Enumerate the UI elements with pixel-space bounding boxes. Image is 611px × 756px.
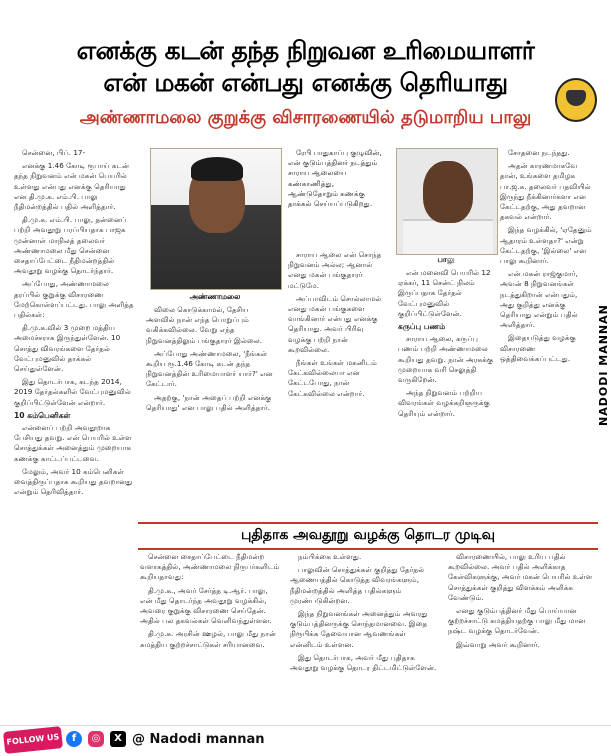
paragraph: இவ்வாறு அவர் கூறினார். [456, 639, 540, 649]
follow-us-badge[interactable]: FOLLOW US [3, 726, 63, 754]
article-column-3-top [288, 148, 383, 248]
paragraph: எனக்கு 1.46 கோடி ரூபாய் கடன் தந்த நிறுவனம் என் மகன் பெயரில் உள்ளது என்பது எனக்கு தெரியாது என தி.மு.க. எம்.பி. பாலு நீதிமன்றத்தில் பதில் அளித்தார். [14, 161, 130, 212]
section-subheading: 10 கம்பெனிகள் [14, 410, 71, 420]
paragraph: நம்பிக்கை உள்ளது. [298, 552, 362, 561]
paragraph: இதையடுத்து வழக்கு விசாரணை ஒத்திவைக்கப்பட்டது. [500, 333, 576, 363]
social-handle-text: @ Nadodi mannan [132, 731, 265, 747]
photo-caption: பாலு [437, 255, 455, 264]
paragraph: ரேபி பாதுகாப்பு குழுவின், என் குடும்பத்தினர் நடத்தும் சாராய ஆலையை கண்காணித்து, ஆண்டுதோறும் கணக்கு தாக்கல் செய்யப்படுகிறது. [288, 148, 382, 209]
brand-logo-icon [555, 78, 597, 122]
paragraph: அப்பாவிடம் சொல்லாமல் எனது மகன் பங்குகளை வாங்கினார் என்பது எனக்கு தெரியாது. அவர் பிரிவு வழக்கு பற்றி நான் கூறவில்லை. [288, 293, 382, 354]
headline-subtitle: அண்ணாமலை குறுக்கு விசாரணையில் தடுமாறிய பாலு [79, 107, 532, 128]
paragraph: என்னைப் பற்றி அவதூறாக பேசியது தவறு. என் பெயரில் உள்ள சொத்துக்கள் அனைத்தும் முறையாக கணக்கு காட்டப்பட்டவை. [14, 423, 132, 463]
paragraph: தி.மு.க. அரசின் ஊழல், பாலு மீது நான் சுமத்திய குற்றச்சாட்டுகள் சரியானவை. [140, 629, 277, 649]
footer-bar [0, 725, 611, 756]
paragraph: அப்போது, அண்ணாமலை தரப்பில் குறுக்கு விசாரணை மேற்கொள்ளப்பட்டது. பாலு அளித்த பதில்கள்: [14, 279, 134, 320]
paragraph: என் மகன் ராஜ்குமார், அவன் 8 நிறுவனங்கள் நடத்துகிறான் என்பதும், அது குறித்து எனக்கு தெரியாது என்றும் பதில் அளித்தார். [500, 269, 578, 330]
paragraph: மேலும், அவர் 10 கம்பெனிகள் வைத்திருப்பதாக கூறியது தவறானது என்றும் தெரிவித்தார். [14, 466, 133, 497]
headline-line-1: எனக்கு கடன் தந்த நிறுவன உரிமையாளர் [76, 36, 535, 65]
paragraph: அந்த நிறுவனம் பற்றிய விவரங்கள் வழக்கறிஞருக்கு தெரியும் என்றார். [398, 388, 490, 418]
paragraph: எனது குடும்பத்தினர் மீது பொய்யான குற்றச்சாட்டு சுமத்தியதற்கு பாலு மீது மான நஷ்ட வழக்கு தொடர்வேன். [448, 606, 586, 636]
paragraph: பாலுவின் சொத்துக்கள் குறித்து தேர்தல் ஆணையத்தில் கொடுத்த விவரங்களும், நீதிமன்றத்தில் அளித்த பதில்களும் முரண்படுகின்றன. [290, 565, 425, 605]
section-subheading: கருப்பு பணம் [398, 322, 446, 332]
paragraph: சோதனை நடந்தது. [508, 148, 570, 157]
paragraph: அதற்கு, 'நான் அதைப் பற்றி எனக்கு தெரியாது' என பாலு பதில் அளித்தார். [146, 392, 272, 412]
paragraph: சாராய ஆலை என் சொந்த நிறுவனம் அல்ல; ஆனால் எனது மகன் பங்குதாரர் மட்டுமே. [288, 250, 382, 290]
paragraph: தி.மு.க. எம்.பி. பாலு, தன்னைப் பற்றி அவதூறு பரப்பியதாக பாஜக முன்னாள் மாநிலத் தலைவர் அண்ணாமலை மீது சென்னை சைதாப்பேட்டை நீதிமன்றத்தில் அவதூறு வழக்கு தொடர்ந்தார். [14, 215, 127, 276]
paragraph: அதன் காரணமாகவே தான், உங்களை தமிழக பா.ஜ.க. தலைவர் பதவியில் இருந்து நீக்கினார்களா என கேட்டதற்கு, அது தவறான தகவல் என்றார். [500, 161, 591, 222]
paragraph: என் மனைவி பெயரில் 12 ஏக்கர், 11 சென்ட் நிலம் இருப்பதாக தேர்தல் வேட்புமனுவில் குறிப்பிட்டுள்ளேன். [398, 268, 491, 318]
paragraph: சாராய ஆலை, கருப்பு பணம் பற்றி அண்ணாமலை கூறியது தவறு. நான் அரசுக்கு முறையாக வரி செலுத்தி வருகிறேன். [398, 334, 494, 385]
paragraph: இந்த நிறுவனங்கள் அனைத்தும் அவரது குடும்பத்தினருக்கு சொந்தமானவை. இதை நிரூபிக்க தேவையான ஆவணங்கள் என்னிடம் உள்ளன. [290, 609, 428, 649]
paragraph: தி.மு.க., அவர் சேர்த்த டி.ஆர். பாலு, என் மீது தொடர்ந்த அவதூறு வழக்கில், அவரை குறுக்கு விசாரணை செய்தேன். அதில் பல தகவல்கள் வெளிவந்துள்ளன. [140, 585, 272, 626]
article-column-5 [500, 148, 593, 523]
paragraph: இது தொடர்பாக, கடந்த 2014, 2019 தேர்தல்களில் வேட்புமனுவில் குறிப்பிட்டுள்ளேன் என்றார். [14, 377, 131, 407]
face-shape [423, 161, 473, 223]
sub-article-column-2 [290, 552, 438, 717]
paragraph: விசாரணையில், பாலு உரிய பதில் கூறவில்லை. அவர் பதில் அளிக்காத கேள்விகளுக்கு, அவர் மகன் பெயரில் உள்ள சொத்துக்கள் குறித்து விளக்கம் அளிக்க வேண்டும். [448, 552, 593, 602]
brand-vertical-label: NADODI MANNAN [597, 304, 610, 426]
social-handles [66, 731, 265, 747]
paragraph: இந்த வழக்கில், 'ஏதேனும் ஆதாரம் உள்ளதா?' என்று கேட்டதற்கு, 'இல்லை' என பாலு கூறினார். [500, 225, 592, 266]
article-column-1 [14, 148, 136, 588]
article-column-2 [146, 305, 278, 515]
paragraph: விலை கொடுக்காமல், தேசிய அளவில் நான் எந்த பொறுப்பும் வகிக்கவில்லை. வேறு எந்த நிறுவனத்திலும் பங்குதாரர் இல்லை. [146, 305, 263, 345]
balu-photo [396, 148, 498, 255]
article-column-4 [398, 268, 498, 533]
paragraph: சென்னை சைதாப்பேட்டை நீதிமன்ற வளாகத்தில், அண்ணாமலை நிருபர்களிடம் கூறியதாவது: [140, 552, 280, 582]
sub-article-column-3 [448, 552, 593, 717]
headline-line-2: என் மகன் என்பது எனக்கு தெரியாது [103, 68, 508, 97]
sub-article-column-1 [140, 552, 280, 717]
paragraph: தி.மு.க.வில் 3 முறை மத்திய அமைச்சராக இருந்துள்ளேன். 10 சொத்து விவரங்களை தேர்தல் வேட்புமனுவில் தாக்கல் செய்துள்ளேன். [14, 323, 121, 374]
sub-article-heading: புதிதாக அவதூறு வழக்கு தொடர முடிவு [138, 522, 598, 550]
paragraph: சென்னை, பிப். 17- [22, 148, 86, 157]
annamalai-photo [150, 148, 282, 290]
article-column-3 [288, 250, 388, 515]
shirt-shape [403, 219, 493, 255]
headline-block [0, 0, 611, 140]
photo-caption: அண்ணாமலை [189, 292, 241, 301]
facebook-icon[interactable]: f [66, 731, 82, 747]
paragraph: இது தொடர்பாக, அவர் மீது புதிதாக அவதூறு வழக்கு தொடர திட்டமிட்டுள்ளேன். [290, 652, 437, 673]
x-icon[interactable]: X [110, 731, 126, 747]
hair-shape [191, 157, 243, 181]
instagram-icon[interactable]: ◎ [88, 731, 104, 747]
paragraph: நீங்கள் உங்கள் மகனிடம் கேட்கவில்லையா என கேட்டபோது, நான் கேட்கவில்லை என்றார். [288, 358, 377, 398]
paragraph: அப்போது அண்ணாமலை, 'நீங்கள் கூறிய ரூ.1.46 கோடி கடன் தந்த நிறுவனத்தின் உரிமையாளர் யார்?' என கேட்டார். [146, 348, 273, 389]
